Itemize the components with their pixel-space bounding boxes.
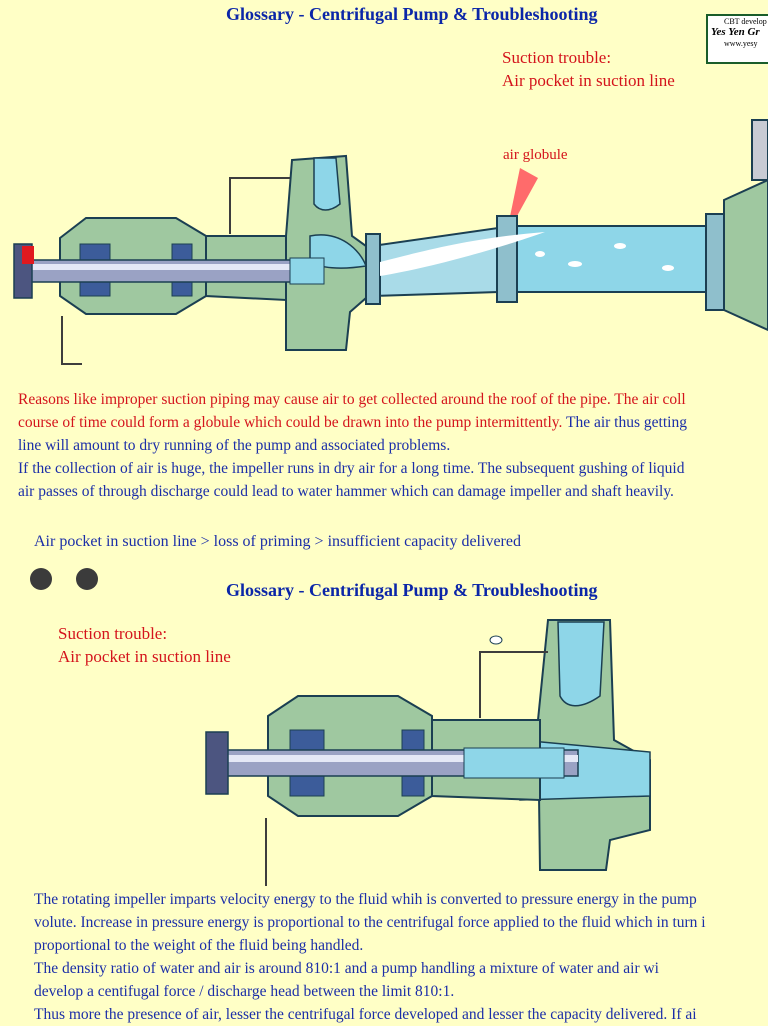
pump-casing bbox=[286, 156, 366, 350]
slide1-para-line-2b: The air thus getting bbox=[562, 414, 687, 431]
nav-forward-icon[interactable] bbox=[76, 568, 98, 590]
suction-pipe bbox=[366, 214, 724, 310]
pump-diagram-suction bbox=[0, 0, 768, 380]
slide2-paragraph bbox=[34, 888, 706, 1026]
slide1-title: Glossary - Centrifugal Pump & Troubleshooting bbox=[226, 4, 598, 24]
slide2-title: Glossary - Centrifugal Pump & Troubleshooting bbox=[226, 580, 598, 600]
slide2-para-line-6: Thus more the presence of air, lesser the centrifugal force developed and lesser the capacity delivered. If ai bbox=[34, 1006, 697, 1023]
slide1-para-line-5: air passes of through discharge could lead to water hammer which can damage impeller and shaft heavily. bbox=[18, 483, 674, 500]
logo-line-3: www.yesy bbox=[724, 39, 758, 48]
slide1-para-line-4: If the collection of air is huge, the impeller runs in dry air for a long time. The subsequent gushing of liquid bbox=[18, 460, 685, 477]
slide1-heading-line-1: Suction trouble: bbox=[502, 48, 612, 67]
logo-line-2: Yes Yen Gr bbox=[711, 26, 760, 38]
nav-back-icon[interactable] bbox=[30, 568, 52, 590]
logo-line-1: CBT develop bbox=[724, 17, 767, 26]
slide2-para-line-4: The density ratio of water and air is around 810:1 and a pump handling a mixture of water and air wi bbox=[34, 960, 659, 977]
air-globule-label: air globule bbox=[503, 147, 568, 163]
slide1-para-line-3: line will amount to dry running of the pump and associated problems. bbox=[18, 437, 451, 454]
slide2-heading-line-1: Suction trouble: bbox=[58, 624, 168, 643]
slide2-para-line-3: proportional to the weight of the fluid being handled. bbox=[34, 937, 364, 954]
slide2-heading-line-2: Air pocket in suction line bbox=[58, 647, 231, 666]
slide1-summary: Air pocket in suction line > loss of priming > insufficient capacity delivered bbox=[34, 533, 521, 550]
slide1-para-line-1: Reasons like improper suction piping may cause air to get collected around the roof of the pipe. The air coll bbox=[18, 391, 686, 408]
suction-valve bbox=[724, 120, 768, 330]
slide2-para-line-1: The rotating impeller imparts velocity energy to the fluid whih is converted to pressure energy in the pump bbox=[34, 891, 697, 908]
slide1-paragraph bbox=[18, 388, 687, 503]
gauge-line bbox=[230, 178, 290, 234]
slide1-para-line-2: course of time could form a globule which could be drawn into the pump intermittently. bbox=[18, 414, 563, 431]
pump-diagram-impeller bbox=[0, 600, 768, 890]
slide2-para-line-2: volute. Increase in pressure energy is proportional to the centrifugal force applied to the fluid which in turn i bbox=[34, 914, 706, 931]
gauge-line-2 bbox=[480, 652, 548, 718]
slide1-heading-line-2: Air pocket in suction line bbox=[502, 71, 675, 90]
slide2-para-line-5: develop a centifugal force / discharge head between the limit 810:1. bbox=[34, 983, 455, 1000]
drain-line bbox=[62, 316, 82, 364]
